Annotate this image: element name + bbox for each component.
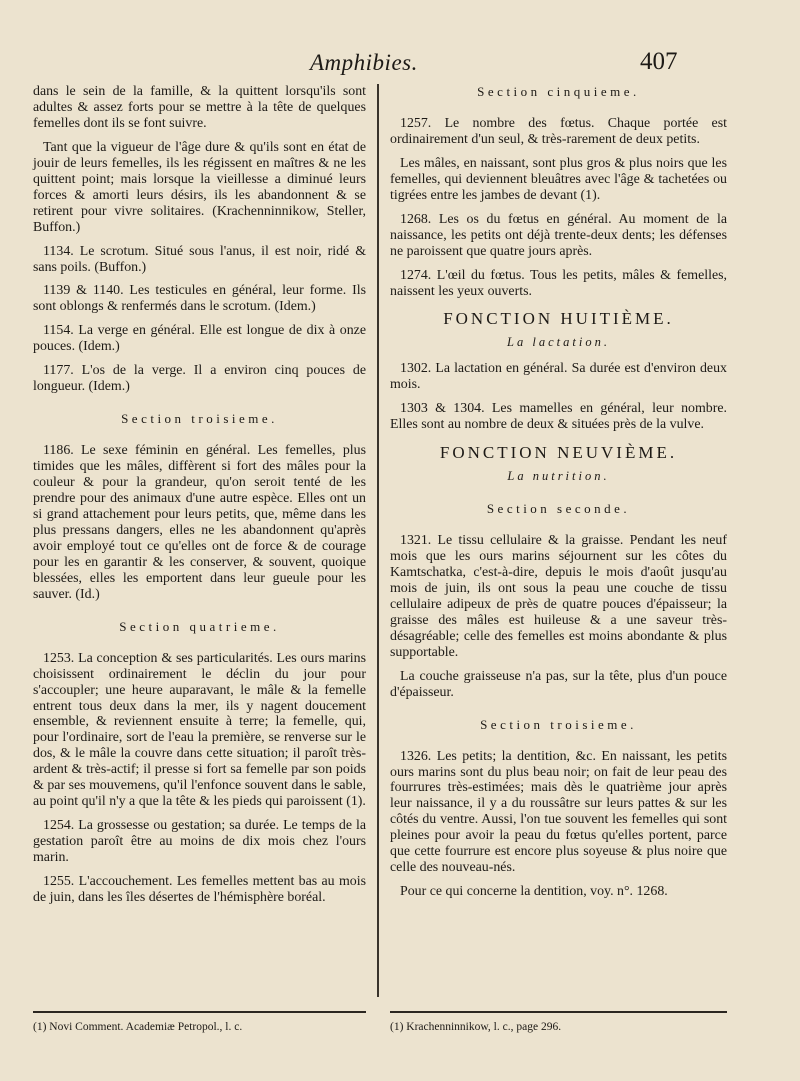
paragraph: 1326. Les petits; la dentition, &c. En naissant, les petits ours marins sont du plus beau noir; on fait de leur peau des fourrures très-estimées; mais dès le quatrième jour après leur naissance, il y a du roussâtre sur leurs pattes & sur les côtés du ventre. Aussi, l'on tue souvent les femelles qui sont pleines pour avoir la peau du fœtus qu'elles portent, parce que cette fourrure est encore plus soyeuse & plus noire que celle des nouveau-nés. [390,748,727,876]
footnote-left: (1) Novi Comment. Academiæ Petropol., l. c. [33,1021,243,1033]
paragraph: Pour ce qui concerne la dentition, voy. n°. 1268. [400,884,668,900]
paragraph: 1177. L'os de la verge. Il a environ cinq pouces de longueur. (Idem.) [33,363,366,395]
paragraph: dans le sein de la famille, & la quittent lorsqu'ils sont adultes & assez forts pour se mettre à la tête de quelques femelles dont ils se font suivre. [33,84,366,131]
page-number: 407 [640,48,678,75]
paragraph: Les mâles, en naissant, sont plus gros & plus noirs que les femelles, qui deviennent bleuâtres avec l'âge & tachetées ou tigrées entre les jambes de devant (1). [390,155,727,203]
paragraph: 1255. L'accouchement. Les femelles mettent bas au mois de juin, dans les îles désertes de l'hémisphère boréal. [33,874,366,905]
section-heading: Section troisieme. [480,716,637,732]
section-heading: Section seconde. [486,501,631,517]
paragraph: 1186. Le sexe féminin en général. Les femelles, plus timides que les mâles, diffèrent si fort des mâles pour la couleur & pour la grandeur, qu'on seroit tenté de les prendre pour des animaux d'une autre espèce. Elles ont un si grand attachement pour leurs petits, que, même dans les plus pressans dangers, elles ne les abandonnent qu'après avoir employé tout ce qu'elles ont de force & de courage pour les en garantir & les conserver, & souvent, quoique blessées, elles les emportent dans leur gueule pour les sauver. (Id.) [33,443,366,602]
section-heading: Section troisieme. [121,411,278,427]
paragraph: 1274. L'œil du fœtus. Tous les petits, mâles & femelles, naissent les yeux ouverts. [390,267,727,299]
fonction-heading: FONCTION NEUVIÈME. [439,443,678,463]
paragraph: 1253. La conception & ses particularités. Les ours marins choisissent ordinairement le déclin du jour pour s'accoupler; une heure auparavant, le mâle & la femelle entrent tous deux dans la mer, ils y nagent doucement ensemble, & reviennent ensuite à terre; la femelle, qui, pour l'ordinaire, sort de l'eau la première, se renverse sur le dos, & le mâle la couvre dans cette situation; il paroît très-ardent & très-actif; il presse si fort sa femelle par son poids & par ses mouvemens, qu'il l'enfonce souvent dans le sable, au point qu'il n'y a que la tête & les pieds qui paroissent (1). [33,650,366,810]
footnote-rule-left [33,1011,366,1013]
paragraph: 1134. Le scrotum. Situé sous l'anus, il est noir, ridé & sans poils. (Buffon.) [33,243,366,275]
running-title: Amphibies. [310,50,418,75]
paragraph: 1321. Le tissu cellulaire & la graisse. Pendant les neuf mois que les ours marins séjournent sur les côtes du Kamtschatka, c'est-à-dire, depuis le mois d'août jusqu'au mois de juin, ils ont sous la peau une couche de tissu cellulaire adipeux de près de quatre pouces d'épaisseur; la graisse des mâles est huileuse & a une saveur très-désagréable; celle des femelles est moins abondante & plus supportable. [390,533,727,660]
paragraph: La couche graisseuse n'a pas, sur la tête, plus d'un pouce d'épaisseur. [390,668,727,700]
paragraph: 1154. La verge en général. Elle est longue de dix à onze pouces. (Idem.) [33,323,366,355]
paragraph: 1302. La lactation en général. Sa durée est d'environ deux mois. [390,361,727,393]
section-heading: Section cinquieme. [477,84,640,99]
footnote-right: (1) Krachenninnikow, l. c., page 296. [390,1021,562,1033]
footnote-rule-right [390,1011,727,1013]
right-column [390,84,727,900]
paragraph: Tant que la vigueur de l'âge dure & qu'ils sont en état de jouir de leurs femelles, ils les régissent en maîtres & ne les quittent point; mais lorsque la vieillesse a diminué leurs forces & amorti leurs désirs, ils les abandonnent & se retirent pour vivre solitaires. (Krachenninnikow, Steller, Buffon.) [33,139,366,235]
subsection-heading: La lactation. [507,335,610,350]
paragraph: 1257. Le nombre des fœtus. Chaque portée est ordinairement d'un seul, & très-rarement de deux petits. [390,115,727,147]
subsection-heading: La nutrition. [507,469,610,484]
paragraph: 1254. La grossesse ou gestation; sa durée. Le temps de la gestation paroît être au moins de dix mois chez l'ours marin. [33,818,366,866]
left-column [33,84,366,906]
page-header [0,44,800,84]
paragraph: 1303 & 1304. Les mamelles en général, leur nombre. Elles sont au nombre de deux & situées près de la vulve. [390,401,727,433]
paragraph: 1139 & 1140. Les testicules en général, leur forme. Ils sont oblongs & renfermés dans le scrotum. (Idem.) [33,283,366,315]
fonction-heading: FONCTION HUITIÈME. [443,309,674,329]
section-heading: Section quatrieme. [119,618,280,634]
column-divider [377,84,379,997]
paragraph: 1268. Les os du fœtus en général. Au moment de la naissance, les petits ont déjà trente-deux dents; les défenses ne paroissent que quatre jours après. [390,211,727,259]
